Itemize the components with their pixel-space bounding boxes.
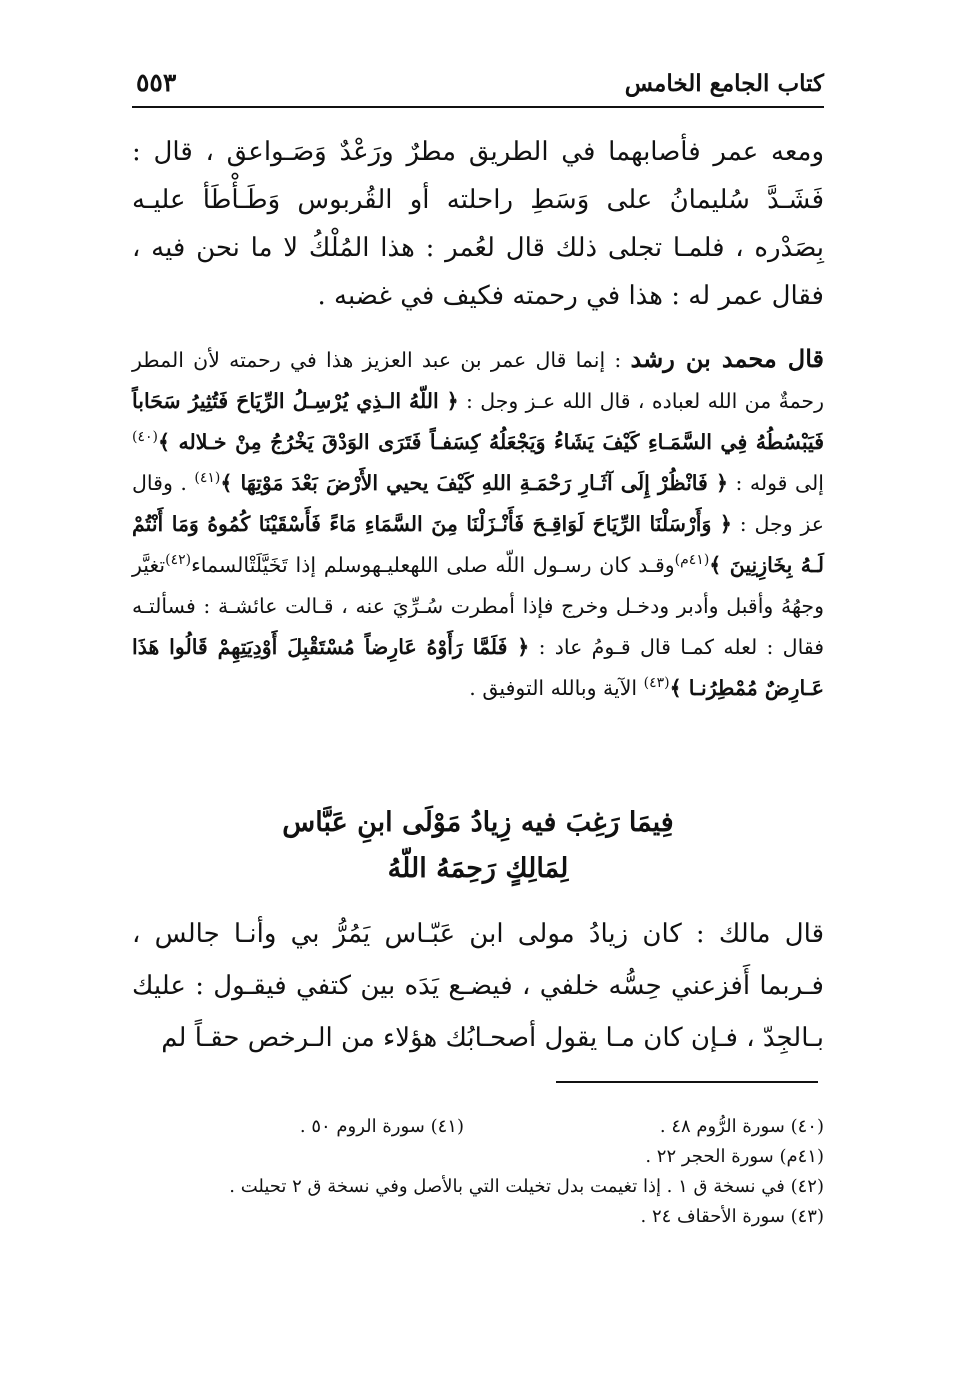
footnote-ref-41: (٤١) bbox=[194, 470, 221, 487]
paragraph-3: قال مالك : كان زيادُ مولى ابن عَبّـاس يَمُرُّ بي وأنـا جالس ، فـربما أَفزعني حِسُّه خلفي ، فيضـع يَدَه بين كتفي فيقـول : عليك بـالجِدّ ، فـإن كان مـا يقول أصحـابُك هؤلاء من الـرخص حقـاً لم bbox=[132, 919, 824, 1053]
footnote-ref-42: (٤٢) bbox=[165, 552, 192, 569]
section-heading-line-1: فِيمَا رَغِبَ فيه زِيادُ مَوْلَى ابنِ عَبَّاس bbox=[282, 807, 674, 838]
paragraph-2-middle-1: إلى قوله : bbox=[727, 471, 825, 495]
paragraph-2 bbox=[132, 338, 824, 709]
footnote-row bbox=[132, 1202, 824, 1232]
running-title: كتاب الجامع الخامس bbox=[624, 70, 824, 97]
section-heading-line-2: لِمَالِكٍ رَحِمَهُ اللّهُ bbox=[387, 853, 569, 884]
paragraph-2-middle-4: تغيَّر وجهُهُ وأقبل وأدبر ودخـل وخرج فإذا أمطرت سُـرِّيَ عنه ، قـالت عائشـة : فسألتـه فقال : لعله كمـا قال قـومُ عاد : bbox=[132, 553, 824, 659]
paragraph-1: ومعه عمر فأصابهما في الطريق مطرٌ ورَعْدٌ وَصَـواعق ، قال : فَشَـدَّ سُليمانُ على وَسَطِ راحلته أو القُربوس وَطَـأْطَأ عليـه بِصَدْره ، فلمـا تجلى ذلك قال لعُمر : هذا المُلْكُ لا ما نحن فيه ، فقال عمر له : هذا في رحمته فكيف في غضبه . bbox=[132, 137, 824, 311]
footnote-41: (٤١) سورة الروم ٥٠ . bbox=[299, 1116, 464, 1137]
paragraph-2-intro: : إنما قال عمر بن عبد العزيز هذا في رحمته لأن المطر رحمةٌ من الله لعباده ، قال الله عـز وجل : bbox=[132, 348, 824, 413]
footnote-42: (٤٢) في نسخة ق ١ . إذا تغيمت بدل تخيلت التي بالأصل وفي نسخة ق ٢ تحيلت . bbox=[229, 1176, 824, 1197]
commentator-name: قال محمد بن رشد bbox=[630, 344, 824, 373]
footnote-row bbox=[132, 1172, 824, 1202]
footnote-41m: (٤١م) سورة الحجر ٢٢ . bbox=[645, 1146, 824, 1167]
paragraph-2-ending: الآية وبالله التوفيق . bbox=[469, 676, 644, 700]
paragraph-2-middle-2: . وقال عز وجل : bbox=[132, 471, 824, 536]
footnote-ref-41m: (٤١م) bbox=[674, 552, 710, 569]
footnote-divider bbox=[556, 1081, 818, 1083]
quran-verse-3: ﴿ وَأَرْسَلْنَا الرِّيَاحَ لَوَاقِـحَ فَأَنْـزَلْنَا مِنَ السَّمَاءِ مَاءً فَأَسْقَيْنَا كُمُوهُ وَمَا أَنْتُمْ لَـهُ بِخَازِنِينَ ﴾ bbox=[132, 512, 824, 577]
footnote-40: (٤٠) سورة الرُّوم ٤٨ . bbox=[659, 1116, 824, 1137]
quran-verse-1: ﴿ اللّهُ الـذِي يُرْسِـلُ الرِّيَاحَ فَتُثِيرُ سَحَاباً فَيَبْسُطُهُ فِي السَّمَـاءِ كَيْفَ يَشَاءُ وَيَجْعَلُهُ كِسَفـاً فَتَرَى الوَدْقَ يَخْرُجُ مِنْ خـلاله ﴾ bbox=[132, 389, 824, 454]
footnote-43: (٤٣) سورة الأحقاف ٢٤ . bbox=[640, 1206, 824, 1227]
quran-verse-2: ﴿ فَانْظُرْ إِلَى آثَـارِ رَحْمَـةِ اللهِ كَيْفَ يحيي الأَرْضَ بَعْدَ مَوْتِهَا ﴾ bbox=[220, 471, 728, 495]
section-heading bbox=[132, 800, 824, 892]
footnotes bbox=[132, 1112, 824, 1232]
footnote-ref-43: (٤٣) bbox=[643, 675, 670, 692]
page-number: ٥٥٣ bbox=[136, 68, 177, 97]
footnote-ref-40: (٤٠) bbox=[132, 429, 158, 446]
footnote-row bbox=[132, 1142, 824, 1172]
footnote-row bbox=[132, 1112, 824, 1142]
quran-verse-4: ﴿ فَلَمَّا رَأَوْهُ عَارِضاً مُسْتَقْبِلَ أَوْدِيَتِهِمْ قَالُوا هَذَا عَـارِضٌ مُمْطِرُنـا ﴾ bbox=[132, 635, 824, 700]
page-header bbox=[132, 62, 824, 108]
paragraph-2-middle-3: وقـد كان رسـول اللّه صلى اللهعليـهوسلم إذا تَخَيَّلَتْالسماء bbox=[191, 553, 675, 577]
